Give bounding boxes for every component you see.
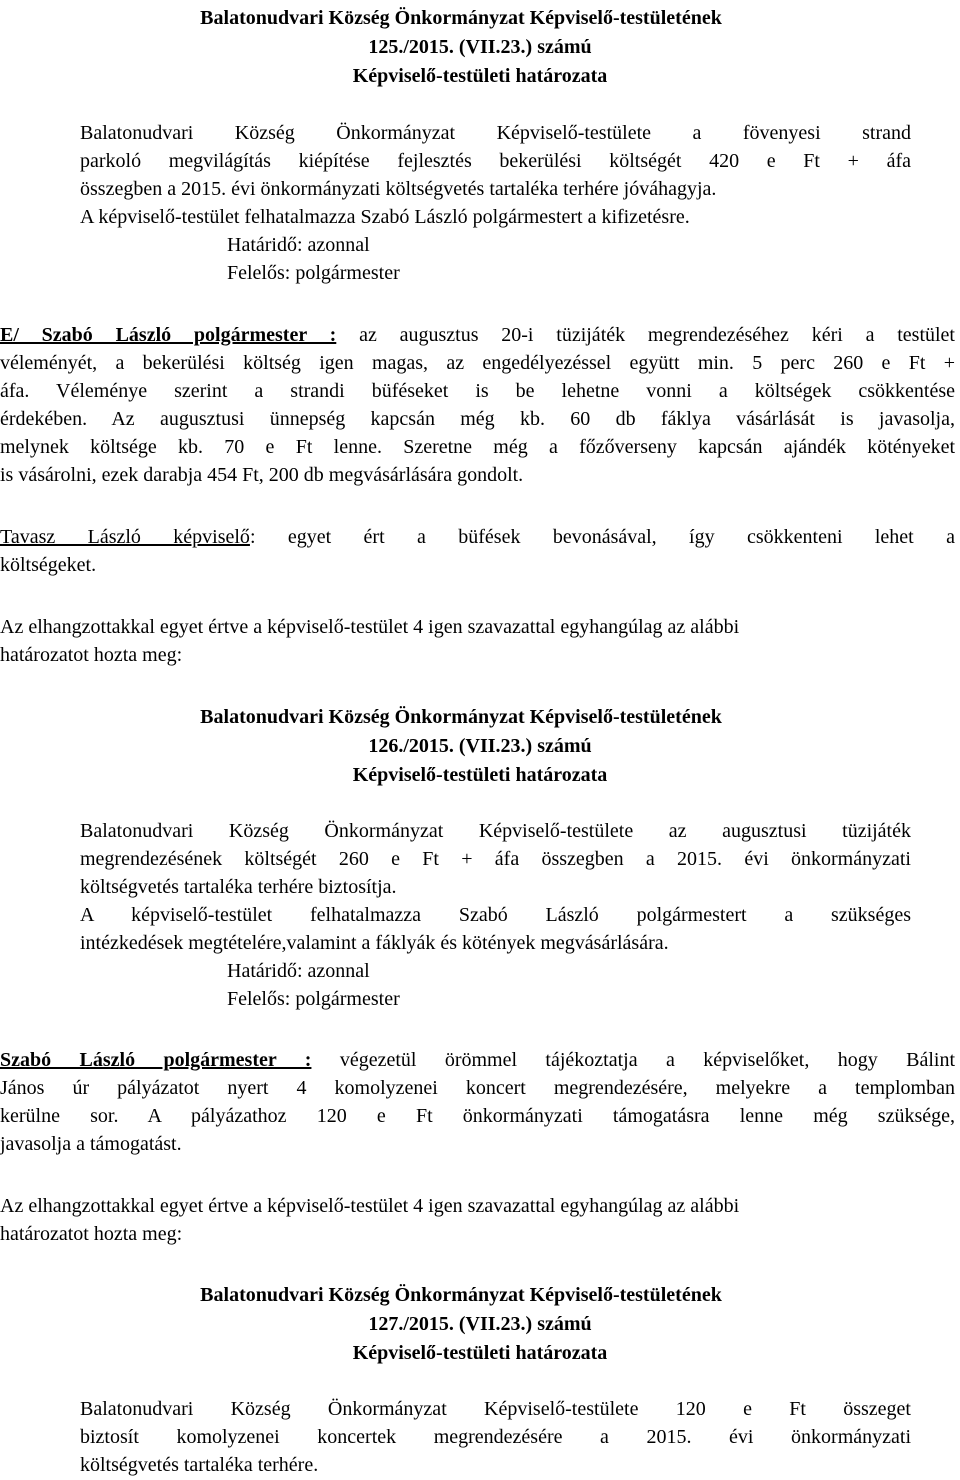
resolution-text-line: A képviselő-testület felhatalmazza Szabó László polgármestert a szükséges: [80, 904, 911, 926]
resolution-number: 126./2015. (VII.23.) számú: [368, 735, 592, 757]
resolution-title: Balatonudvari Község Önkormányzat Képviselő-testületének: [200, 1284, 722, 1306]
responsible: Felelős: polgármester: [227, 988, 400, 1010]
resolution-text-line: A képviselő-testület felhatalmazza Szabó László polgármestert a kifizetésre.: [80, 206, 690, 228]
resolution-number: 127./2015. (VII.23.) számú: [368, 1313, 592, 1335]
deadline: Határidő: azonnal: [227, 960, 370, 982]
item-text: végezetül örömmel tájékoztatja a képviselőket, hogy Bálint: [339, 1049, 955, 1071]
resolution-text-line: megrendezésének költségét 260 e Ft + áfa összegben a 2015. évi önkormányzati: [80, 848, 911, 870]
resolution-subtitle: Képviselő-testületi határozata: [352, 65, 608, 87]
resolution-text-line: Balatonudvari Község Önkormányzat Képviselő-testülete az augusztusi tüzijáték: [80, 820, 911, 842]
vote-text-line: határozatot hozta meg:: [0, 1223, 183, 1245]
resolution-subtitle: Képviselő-testületi határozata: [352, 1342, 608, 1364]
speaker-name: Tavasz László képviselő: [0, 526, 250, 548]
resolution-subtitle: Képviselő-testületi határozata: [352, 764, 608, 786]
item-text-line: is vásárolni, ezek darabja 454 Ft, 200 db megvásárlására gondolt.: [0, 464, 524, 486]
item-text-line: János úr pályázatot nyert 4 komolyzenei koncert megrendezésére, melyekre a templomban: [0, 1077, 955, 1099]
resolution-text-line: összegben a 2015. évi önkormányzati költségvetés tartaléka terhére jóváhagyja.: [80, 178, 717, 200]
item-first-line: [0, 524, 955, 550]
resolution-text-line: parkoló megvilágítás kiépítése fejlesztés bekerülési költségét 420 e Ft + áfa: [80, 150, 911, 172]
resolution-text-line: Balatonudvari Község Önkormányzat Képviselő-testülete a fövenyesi strand: [80, 122, 911, 144]
item-text-line: véleményét, a bekerülési költség igen magas, az engedélyezéssel együtt min. 5 perc 260 e Ft +: [0, 352, 955, 374]
responsible: Felelős: polgármester: [227, 262, 400, 284]
deadline: Határidő: azonnal: [227, 234, 370, 256]
item-text-line: áfa. Véleménye szerint a strandi büféseket is be lehetne vonni a költségek csökkentése: [0, 380, 955, 402]
item-text-line: javasolja a támogatást.: [0, 1133, 182, 1155]
item-text-line: melynek költsége kb. 70 e Ft lenne. Szeretne még a főzőverseny kapcsán ajándék kötényeket: [0, 436, 955, 458]
vote-text-line: Az elhangzottakkal egyet értve a képviselő-testület 4 igen szavazattal egyhangúlag az alábbi: [0, 1195, 740, 1217]
item-text: : egyet ért a büfések bevonásával, így csökkenteni lehet a: [249, 526, 955, 548]
resolution-number: 125./2015. (VII.23.) számú: [368, 36, 592, 58]
resolution-text-line: költségvetés tartaléka terhére biztosítja.: [80, 876, 397, 898]
resolution-text-line: költségvetés tartaléka terhére.: [80, 1454, 319, 1476]
resolution-title: Balatonudvari Község Önkormányzat Képviselő-testületének: [200, 706, 722, 728]
resolution-text-line: Balatonudvari Község Önkormányzat Képviselő-testülete 120 e Ft összeget: [80, 1398, 911, 1420]
item-text: az augusztus 20-i tüzijáték megrendezéséhez kéri a testület: [359, 324, 955, 346]
item-text-line: érdekében. Az augusztusi ünnepség kapcsán még kb. 60 db fáklya vásárlását is javasolja,: [0, 408, 955, 430]
vote-text-line: Az elhangzottakkal egyet értve a képviselő-testület 4 igen szavazattal egyhangúlag az alábbi: [0, 616, 740, 638]
resolution-title: Balatonudvari Község Önkormányzat Képviselő-testületének: [200, 7, 722, 29]
vote-text-line: határozatot hozta meg:: [0, 644, 183, 666]
speaker-name: E/ Szabó László polgármester :: [0, 324, 337, 346]
item-text-line: kerülne sor. A pályázathoz 120 e Ft önkormányzati támogatásra lenne még szüksége,: [0, 1105, 955, 1127]
resolution-text-line: biztosít komolyzenei koncertek megrendezésére a 2015. évi önkormányzati: [80, 1426, 911, 1448]
item-first-line: [0, 322, 955, 348]
item-first-line: [0, 1047, 955, 1073]
speaker-name: Szabó László polgármester :: [0, 1049, 312, 1071]
item-text-line: költségeket.: [0, 554, 97, 576]
resolution-text-line: intézkedések megtételére,valamint a fáklyák és kötények megvásárlására.: [80, 932, 669, 954]
